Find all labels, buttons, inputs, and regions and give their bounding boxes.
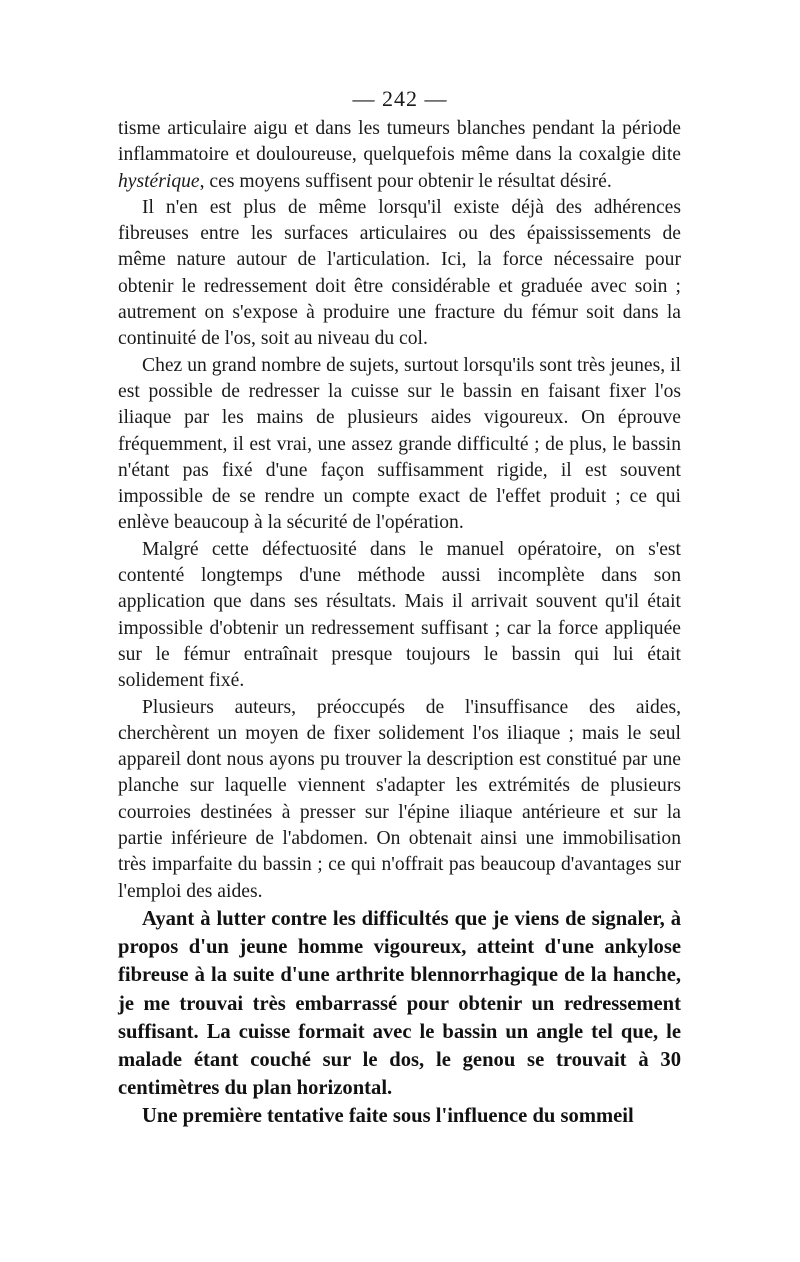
paragraph-1-text: tisme articulaire aigu et dans les tumeurs blanches pendant la période inflammatoire et douloureuse, quelquefois même dans la coxalgie dite [118,118,681,166]
paragraph-5: Plusieurs auteurs, préoccupés de l'insuffisance des aides, cherchèrent un moyen de fixer solidement l'os iliaque ; mais le seul appareil dont nous ayons pu trouver la description est constitué par une planche sur laquelle viennent s'adapter les extrémités de plusieurs courroies destinées à presser sur l'épine iliaque antérieure et sur la partie inférieure de l'abdomen. On obtenait ainsi une immobilisation très imparfaite du bassin ; ce qui n'offrait pas beaucoup d'avantages sur l'emploi des aides. [118,696,681,902]
paragraph-2: Il n'en est plus de même lorsqu'il existe déjà des adhérences fibreuses entre les surfaces articulaires ou des épaississements de même nature autour de l'articulation. Ici, la force nécessaire pour obtenir le redressement doit être considérable et graduée avec soin ; autrement on s'expose à produire une fracture du fémur soit dans la continuité de l'os, soit au niveau du col. [118,196,681,350]
paragraph-6: Ayant à lutter contre les difficultés que je viens de signaler, à propos d'un jeune homme vigoureux, atteint d'une ankylose fibreuse à la suite d'une arthrite blennorrhagique de la hanche, je me trouvai très embarrassé pour obtenir un redressement suffisant. La cuisse formait avec le bassin un angle tel que, le malade étant couché sur le dos, le genou se trouvait à 30 centimètres du plan horizontal. [118,907,681,1100]
paragraph-7: Une première tentative faite sous l'influence du sommeil [142,1105,634,1128]
paragraph-4: Malgré cette défectuosité dans le manuel opératoire, on s'est contenté longtemps d'une méthode aussi incomplète dans son application que dans ses résultats. Mais il arrivait souvent qu'il était impossible d'obtenir un redressement suffisant ; car la force appliquée sur le fémur entraînait presque toujours le bassin qui lui était solidement fixé. [118,538,681,692]
paragraph-1-after: , ces moyens suffisent pour obtenir le résultat désiré. [199,170,612,192]
page-number: — 242 — [352,86,448,111]
paragraph-3: Chez un grand nombre de sujets, surtout lorsqu'ils sont très jeunes, il est possible de redresser la cuisse sur le bassin en faisant fixer l'os iliaque par les mains de plusieurs aides vigoureux. On éprouve fréquemment, il est vrai, une assez grande difficulté ; de plus, le bassin n'étant pas fixé d'une façon suffisamment rigide, il est souvent impossible de se rendre un compte exact de l'effet produit ; ce qui enlève beaucoup à la sécurité de l'opération. [118,354,681,534]
paragraph-1 [118,116,681,195]
paragraph-1-italic: hystérique [118,170,200,192]
body-text [118,116,681,1131]
